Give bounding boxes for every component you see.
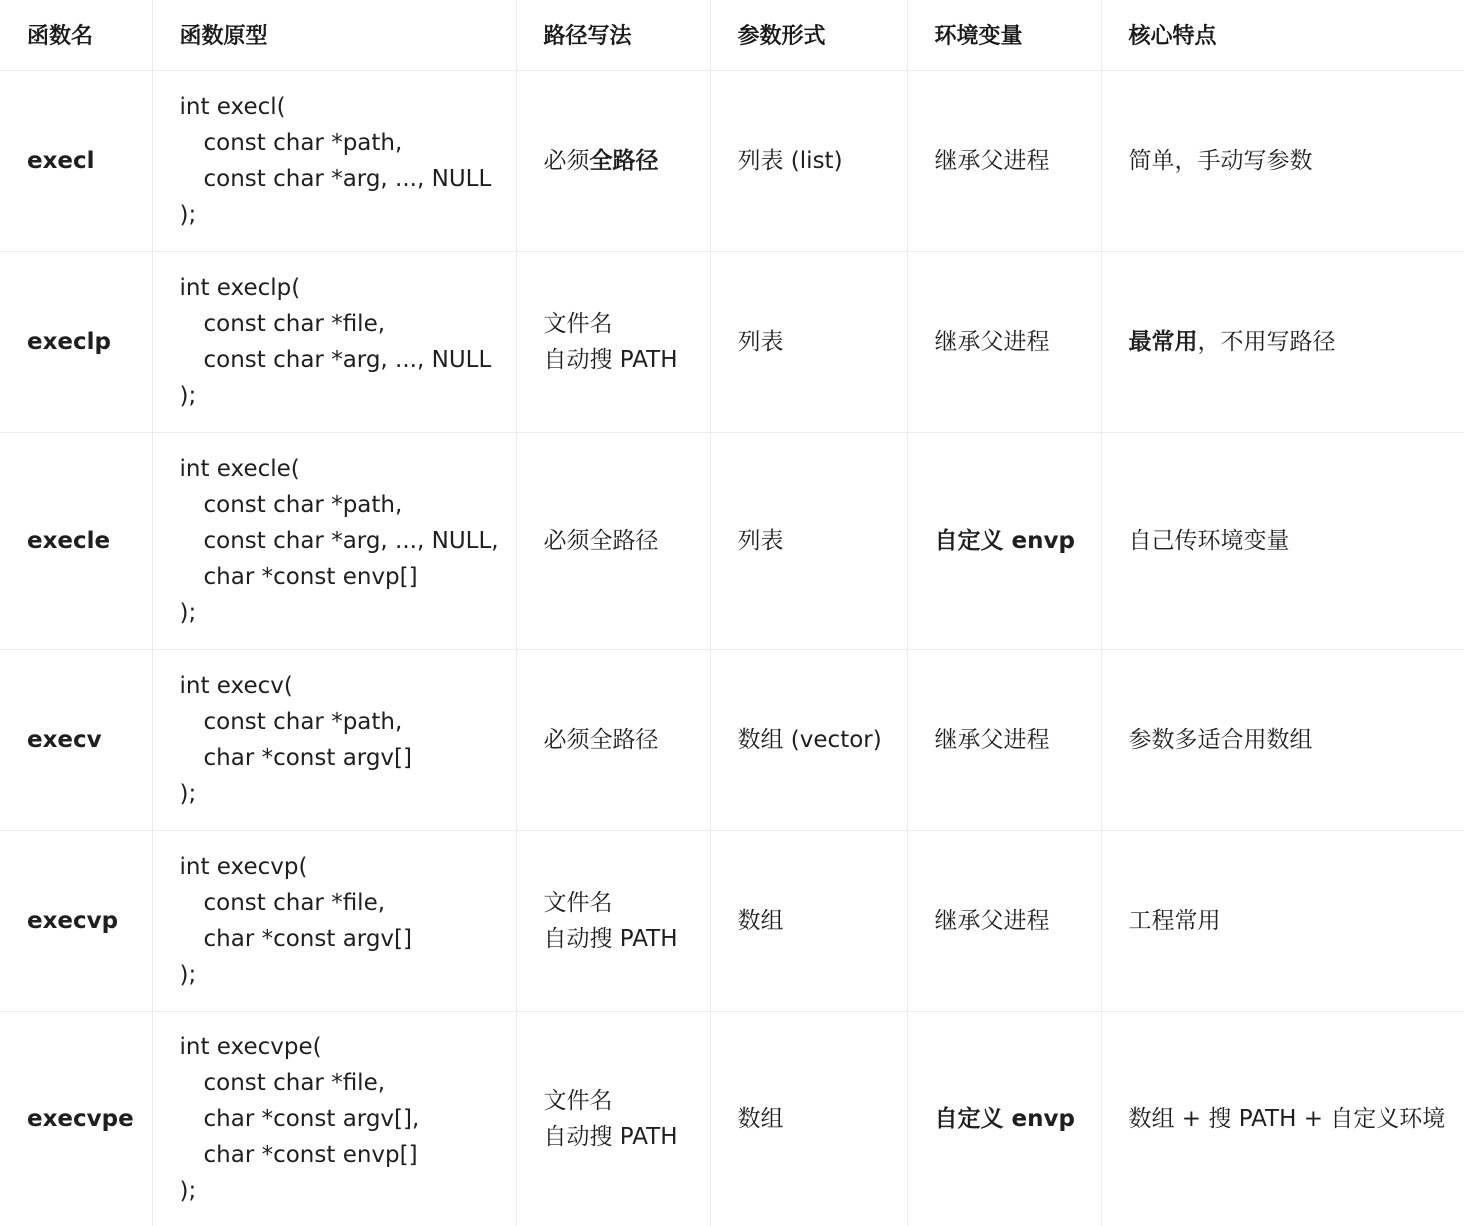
function-name-cell: execvp	[0, 830, 152, 1011]
table-header	[0, 0, 1464, 70]
header-function-prototype: 函数原型	[152, 0, 516, 70]
prototype-line: const char *path,	[203, 129, 403, 156]
header-param-form: 参数形式	[710, 0, 907, 70]
header-path-style: 路径写法	[516, 0, 710, 70]
prototype-line: );	[179, 201, 197, 228]
env-var-emphasis: 自定义 envp	[934, 1105, 1075, 1132]
path-style-cell	[516, 1011, 710, 1226]
env-var-cell: 继承父进程	[907, 251, 1101, 432]
path-style-line: 自动搜 PATH	[543, 925, 678, 952]
prototype-cell	[152, 830, 516, 1011]
prototype-line: const char *arg, ..., NULL,	[203, 527, 499, 554]
param-form-cell: 数组	[710, 830, 907, 1011]
header-row	[0, 0, 1464, 70]
table-row	[0, 830, 1464, 1011]
function-name-cell: execvpe	[27, 1105, 134, 1132]
path-style-line: 自动搜 PATH	[543, 1123, 678, 1150]
path-style-line: 文件名	[543, 310, 613, 337]
table-row	[0, 1011, 1464, 1226]
table-row	[0, 649, 1464, 830]
prototype-line: char *const envp[]	[203, 1141, 418, 1168]
prototype-line: char *const argv[]	[203, 744, 412, 771]
env-var-cell	[907, 1011, 1101, 1226]
path-style-cell	[516, 70, 710, 251]
header-core-features: 核心特点	[1101, 0, 1464, 70]
prototype-line: char *const argv[],	[203, 1105, 420, 1132]
prototype-cell	[152, 251, 516, 432]
env-var-cell	[907, 432, 1101, 649]
prototype-cell	[152, 432, 516, 649]
param-form-cell: 数组 (vector)	[710, 649, 907, 830]
path-style-cell: 必须全路径	[516, 649, 710, 830]
param-form-cell: 列表	[710, 432, 907, 649]
prototype-line: );	[179, 961, 197, 988]
path-style-text: 必须	[543, 147, 590, 174]
path-style-cell: 必须全路径	[516, 432, 710, 649]
env-var-cell: 继承父进程	[907, 70, 1101, 251]
env-var-emphasis: 自定义 envp	[934, 527, 1075, 554]
prototype-line: const char *file,	[203, 889, 386, 916]
prototype-line: const char *path,	[203, 491, 403, 518]
feature-text: ，不用写路径	[1197, 328, 1336, 355]
prototype-line: const char *path,	[203, 708, 403, 735]
env-var-cell: 继承父进程	[907, 830, 1101, 1011]
function-name-cell: execl	[0, 70, 152, 251]
path-style-cell	[516, 830, 710, 1011]
header-function-name: 函数名	[0, 0, 152, 70]
prototype-line: );	[179, 382, 197, 409]
path-style-line: 文件名	[543, 1087, 613, 1114]
prototype-line: int execlp(	[179, 274, 301, 301]
prototype-cell	[152, 649, 516, 830]
function-name-cell: execlp	[0, 251, 152, 432]
prototype-line: const char *file,	[203, 310, 386, 337]
prototype-line: int execv(	[179, 672, 293, 699]
function-name-cell: execv	[0, 649, 152, 830]
env-var-cell: 继承父进程	[907, 649, 1101, 830]
param-form-cell: 数组	[710, 1011, 907, 1226]
prototype-line: );	[179, 599, 197, 626]
prototype-line: int execvp(	[179, 853, 308, 880]
prototype-line: int execl(	[179, 93, 286, 120]
prototype-line: );	[179, 780, 197, 807]
prototype-line: const char *arg, ..., NULL	[203, 346, 492, 373]
path-style-line: 文件名	[543, 889, 613, 916]
prototype-line: int execle(	[179, 455, 300, 482]
feature-cell	[1101, 251, 1464, 432]
function-name-cell: execle	[0, 432, 152, 649]
feature-cell: 数组 + 搜 PATH + 自定义环境	[1101, 1011, 1464, 1226]
table-row	[0, 432, 1464, 649]
table-row	[0, 251, 1464, 432]
param-form-cell: 列表 (list)	[710, 70, 907, 251]
prototype-line: char *const argv[]	[203, 925, 412, 952]
prototype-line: char *const envp[]	[203, 563, 418, 590]
prototype-cell	[152, 1011, 516, 1226]
header-env-vars: 环境变量	[907, 0, 1101, 70]
path-style-line: 自动搜 PATH	[543, 346, 678, 373]
table-body	[0, 70, 1464, 1226]
feature-cell: 简单，手动写参数	[1101, 70, 1464, 251]
path-style-cell	[516, 251, 710, 432]
feature-cell: 参数多适合用数组	[1101, 649, 1464, 830]
feature-cell: 工程常用	[1101, 830, 1464, 1011]
prototype-line: );	[179, 1177, 197, 1204]
feature-emphasis: 最常用	[1128, 328, 1198, 355]
prototype-line: const char *file,	[203, 1069, 386, 1096]
prototype-line: const char *arg, ..., NULL	[203, 165, 492, 192]
prototype-cell	[152, 70, 516, 251]
prototype-line: int execvpe(	[179, 1033, 322, 1060]
path-style-emphasis: 全路径	[589, 147, 659, 174]
table-row	[0, 70, 1464, 251]
param-form-cell: 列表	[710, 251, 907, 432]
feature-cell: 自己传环境变量	[1101, 432, 1464, 649]
